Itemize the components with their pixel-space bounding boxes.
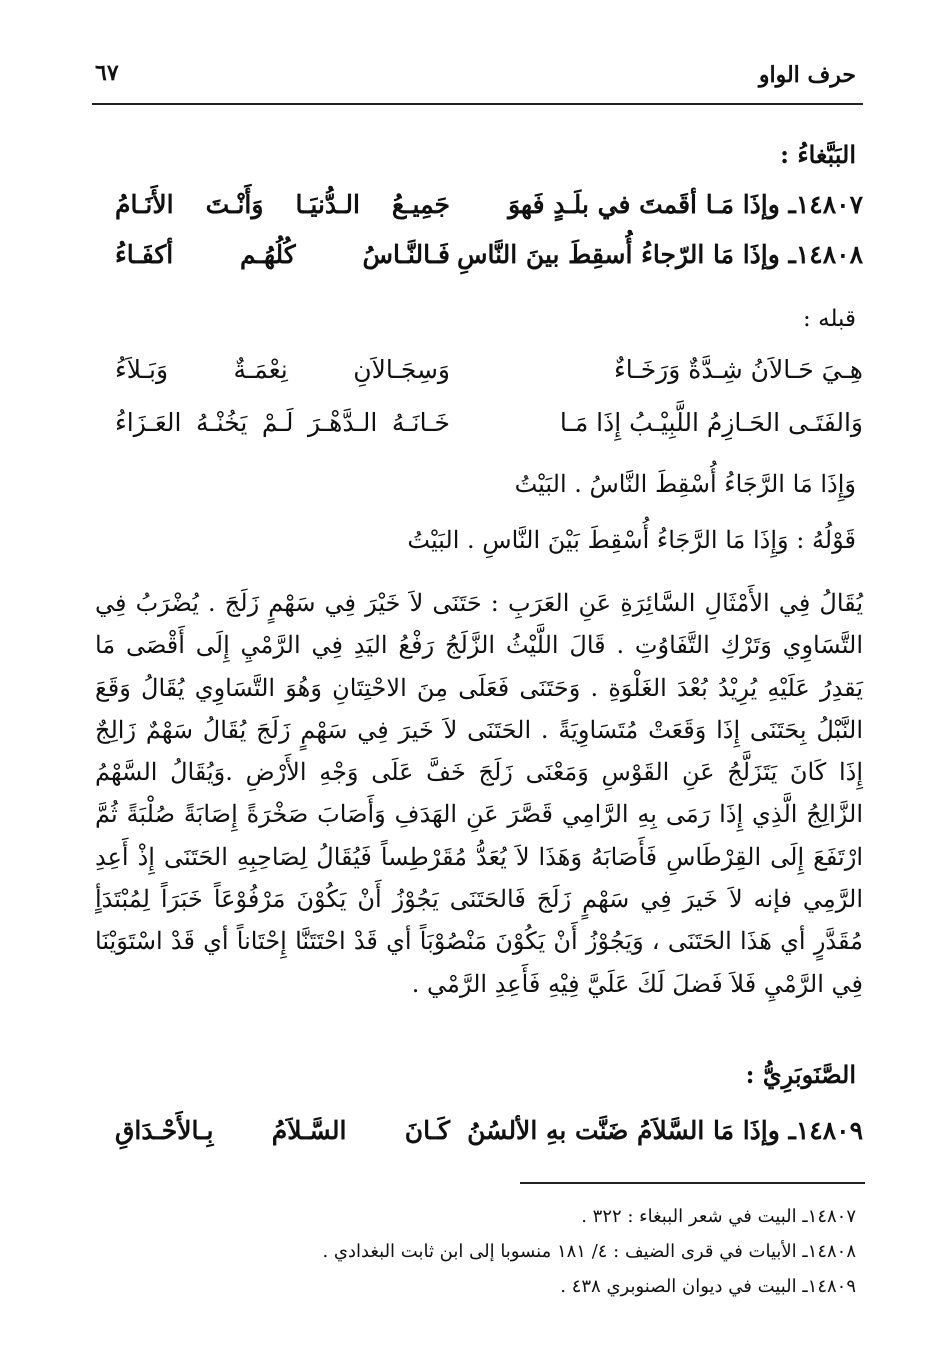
running-header-title: حرف الواو	[758, 62, 856, 88]
verse-qablah-1-second: وَسِجَـالاَنِ نِعْمَـةٌ وَبَـلاَءُ	[115, 355, 450, 384]
verse-1809-second-hemistich: كَـانَ السَّـلاَمُ بِـالأَحْـدَاقِ	[115, 1116, 450, 1145]
poet-name-sanawbari: الصَّنَوبَرِيُّ :	[745, 1060, 856, 1089]
header-rule	[92, 103, 863, 105]
verse-1809-first-hemistich: ١٤٨٠٩ـ وإذَا مَا السَّلاَمُ ضَنَّت بهِ الألسُنُ	[467, 1116, 863, 1145]
qawluhu-line: قَوْلُهُ : وَإِذَا مَا الرَّجَاءُ أُسْقِطَ بَيْنَ النَّاسِ . البَيْتُ	[407, 526, 856, 554]
verse-qablah-2-first: وَالفَتَـى الحَـازِمُ اللَّبِيْـبُ إِذَا مَـا	[559, 408, 863, 437]
footnote-separator	[520, 1182, 865, 1184]
verse-qablah-1	[100, 355, 863, 403]
qablah-label: قبله :	[803, 306, 856, 332]
verse-1808	[100, 240, 863, 288]
verse-1807	[100, 190, 863, 238]
cited-verse-line: وَإِذَا مَا الرَّجَاءُ أُسْقِطَ النَّاسُ . البَيْتُ	[514, 470, 856, 498]
verse-qablah-2	[100, 408, 863, 456]
footnote-2: ١٤٨٠٨ـ الأبيات في قرى الضيف : ٤/ ١٨١ منسوبا إلى ابن ثابت البغدادي .	[322, 1241, 856, 1262]
footnote-1: ١٤٨٠٧ـ البيت في شعر الببغاء : ٣٢٢ .	[581, 1206, 856, 1227]
verse-1807-first-hemistich: ١٤٨٠٧ـ وإذَا مَـا أقَمتَ في بلَـدٍ فَهوَ	[508, 190, 863, 219]
verse-1809	[100, 1116, 863, 1164]
verse-1808-first-hemistich: ١٤٨٠٨ـ وإذَا مَا الرّجاءُ أُسقِطَ بينَ النَّاسِ	[456, 240, 863, 269]
verse-1808-second-hemistich: فَـالنَّـاسُ كُلُهُـم أكفَـاءُ	[115, 240, 450, 269]
page-number: ٦٧	[95, 60, 119, 86]
poet-name-babbagha: البَبَّغاءُ :	[780, 140, 856, 169]
footnote-3: ١٤٨٠٩ـ البيت في ديوان الصنوبري ٤٣٨ .	[560, 1276, 856, 1297]
verse-1807-second-hemistich: جَمِيـعُ الـدُّنيَـا وَأَنْـتَ الأَنَـامُ	[115, 190, 450, 219]
verse-qablah-1-first: هِـيَ حَـالاَنُ شِـدَّةٌ وَرَخَـاءٌ	[614, 355, 863, 384]
commentary-paragraph: يُقَالُ فِي الأَمْثَالِ السَّائِرَةِ عَنِ العَرَبِ : حَتَنَى لاَ خَيْرَ فِي سَهْمٍ زَلَجَ . يُضْرَبُ فِي التَّسَاوِي وَتَرْكِ التَّفَاوُتِ . قَالَ اللَّيْثُ الزَّلَجُ رَفْعُ اليَدِ فِي الرَّمْيِ إِلَى أَقْصَى مَا يَقدِرُ عَلَيْهِ يُرِيْدُ بُعْدَ الغَلْوَةِ . وَحَتَنَى فَعَلَى مِنَ الاحْتِتَانِ وَهُوَ التَّسَاوِي يُقَالُ وَقَعَ النَّبْلُ بِحَتَنَى إِذَا وَقَعَتْ مُتَسَاوِيَةً . الحَتَنَى لاَ خَيرَ فِي سَهْمٍ زَلَجَ يُقَالُ سَهْمٌ زَالِجٌ إِذَا كَانَ يَتَزَلَّجُ عَنِ القَوْسِ وَمَعْنَى زَلَجَ خَفَّ عَلَى وَجْهِ الأَرْضِ .وَيُقَالُ السَّهْمُ الزَّالِجُ الَّذِي إِذَا رَمَى بِهِ الرَّامِي قَصَّرَ عَنِ الهَدَفِ وَأَصَابَ صَخْرَةً إِصَابَةً صُلْبَةً ثُمَّ ارْتَفَعَ إِلَى القِرْطَاسِ فَأَصَابَهُ وَهَذَا لاَ يُعَدُّ مُقَرْطِساً فَيُقَالُ لِصَاحِبِهِ الحَتَنَى إِذْ أَعِدِ الرَّمِي فإنه لاَ خَيرَ فِي سَهْمٍ زَلَجَ فَالحَتَنَى يَجُوْزُ أَنْ يَكُوْنَ مَرْفُوْعَاً خَبَرَاً لِمُبْتَدَأٍ مُقَدَّرٍ أي هَذَا الحَتَنَى ، وَيَجُوْزُ أَنْ يَكُوْنَ مَنْصُوْبَاً أي قَدْ احْتَتَنَّا إِحْتَاناً أي قَدْ اسْتَوَيْنَا فِي الرَّمْيِ فَلاَ فَضلَ لَكَ عَلَيَّ فِيْهِ فَأَعِدِ الرَّمْي .	[95, 589, 863, 998]
verse-qablah-2-second: خَـانَـهُ الـدَّهْـرَ لَـمْ يَخُنْـهُ العَـزَاءُ	[115, 408, 450, 437]
